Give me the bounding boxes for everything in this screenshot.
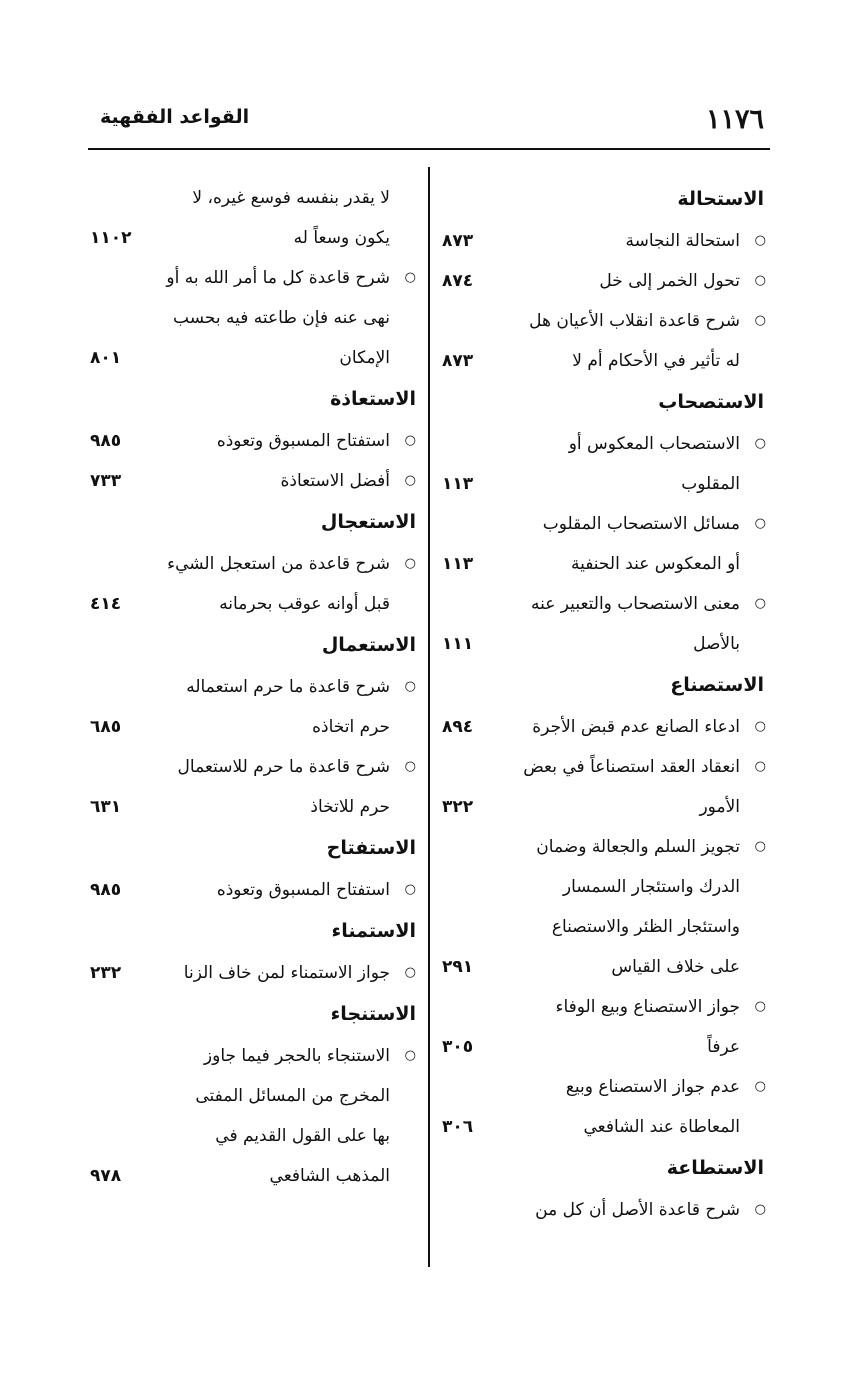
- index-entry-line: [82, 1116, 422, 1156]
- page-reference: ٣٠٥: [442, 1037, 474, 1057]
- index-entry-line: [82, 1156, 422, 1196]
- bullet-icon: ○: [404, 473, 416, 488]
- page-reference: ١١٣: [442, 554, 474, 574]
- column-divider: [428, 167, 430, 1267]
- index-entry-line: [432, 867, 770, 907]
- entry-text: استفتاح المسبوق وتعوذه: [216, 431, 390, 451]
- index-entry-line: [82, 218, 422, 258]
- index-entry-line: [432, 787, 770, 827]
- index-entry-line: [432, 341, 770, 381]
- entry-text: على خلاف القياس: [611, 957, 740, 977]
- entry-text: استحالة النجاسة: [625, 231, 740, 251]
- page-reference: ١١٣: [442, 474, 474, 494]
- entry-text: نهى عنه فإن طاعته فيه بحسب: [173, 308, 390, 328]
- index-column-left: [82, 178, 422, 1196]
- section-heading: الاستطاعة: [666, 1157, 764, 1179]
- bullet-icon: ○: [404, 556, 416, 571]
- bullet-icon: ○: [754, 516, 766, 531]
- bullet-icon: ○: [754, 999, 766, 1014]
- entry-text: أفضل الاستعاذة: [280, 471, 390, 491]
- section-heading: الاستعاذة: [330, 388, 416, 410]
- index-entry-line: [432, 947, 770, 987]
- entry-text: استفتاح المسبوق وتعوذه: [216, 880, 390, 900]
- bullet-icon: ○: [754, 1079, 766, 1094]
- page-reference: ٨٠١: [90, 348, 122, 368]
- index-entry-line: [432, 584, 770, 624]
- page-reference: ٣٠٦: [442, 1117, 474, 1137]
- entry-text: المخرج من المسائل المفتى: [195, 1086, 390, 1106]
- entry-text: شرح قاعدة كل ما أمر الله به أو: [166, 268, 390, 288]
- index-entry-line: [82, 1036, 422, 1076]
- entry-text: الإمكان: [339, 348, 390, 368]
- section-heading: الاستصناع: [670, 674, 764, 696]
- bullet-icon: ○: [754, 839, 766, 854]
- bullet-icon: ○: [754, 1202, 766, 1217]
- page-reference: ٨٩٤: [442, 717, 474, 737]
- entry-text: انعقاد العقد استصناعاً في بعض: [523, 757, 740, 777]
- entry-text: شرح قاعدة انقلاب الأعيان هل: [529, 311, 740, 331]
- index-entry-line: [82, 787, 422, 827]
- bullet-icon: ○: [404, 433, 416, 448]
- entry-text: بالأصل: [693, 634, 740, 654]
- index-entry-line: [432, 424, 770, 464]
- index-entry-line: [432, 1027, 770, 1067]
- bullet-icon: ○: [754, 233, 766, 248]
- page-reference: ٨٧٣: [442, 231, 474, 251]
- page-reference: ٢٩١: [442, 957, 474, 977]
- page-reference: ١١٠٢: [90, 228, 132, 248]
- page-reference: ٩٨٥: [90, 880, 122, 900]
- index-entry-line: [82, 953, 422, 993]
- index-entry-line: [432, 707, 770, 747]
- index-entry-line: [432, 1067, 770, 1107]
- index-entry-line: [432, 987, 770, 1027]
- index-entry-line: [82, 338, 422, 378]
- entry-text: شرح قاعدة ما حرم استعماله: [186, 677, 390, 697]
- page-reference: ١١١: [442, 634, 474, 654]
- entry-text: المذهب الشافعي: [269, 1166, 390, 1186]
- index-column-right: [432, 178, 770, 1230]
- bullet-icon: ○: [404, 1048, 416, 1063]
- section-heading: الاستعمال: [321, 634, 416, 656]
- page-reference: ٤١٤: [90, 594, 122, 614]
- page-reference: ٩٨٥: [90, 431, 122, 451]
- entry-text: بها على القول القديم في: [215, 1126, 390, 1146]
- index-entry-line: [432, 827, 770, 867]
- index-entry-line: [82, 544, 422, 584]
- entry-text: شرح قاعدة ما حرم للاستعمال: [177, 757, 390, 777]
- bullet-icon: ○: [754, 313, 766, 328]
- entry-text: حرم اتخاذه: [312, 717, 390, 737]
- index-entry-line: [82, 707, 422, 747]
- page-reference: ٨٧٤: [442, 271, 474, 291]
- section-heading: الاستحالة: [677, 188, 764, 210]
- section-heading: الاستمناء: [331, 920, 416, 942]
- index-entry-line: [82, 421, 422, 461]
- index-entry-line: [432, 301, 770, 341]
- index-entry-line: [82, 667, 422, 707]
- page-number: ١١٧٦: [705, 104, 764, 135]
- section-heading: الاستنجاء: [330, 1003, 416, 1025]
- page-reference: ٦٣١: [90, 797, 122, 817]
- bullet-icon: ○: [404, 270, 416, 285]
- index-entry-line: [82, 461, 422, 501]
- bullet-icon: ○: [404, 759, 416, 774]
- page-reference: ٣٢٢: [442, 797, 474, 817]
- entry-text: له تأثير في الأحكام أم لا: [572, 351, 740, 371]
- entry-text: قبل أوانه عوقب بحرمانه: [219, 594, 390, 614]
- entry-text: معنى الاستصحاب والتعبير عنه: [531, 594, 740, 614]
- entry-text: مسائل الاستصحاب المقلوب: [542, 514, 740, 534]
- entry-text: الاستنجاء بالحجر فيما جاوز: [203, 1046, 390, 1066]
- index-entry-line: [432, 1190, 770, 1230]
- index-entry-line: [82, 178, 422, 218]
- bullet-icon: ○: [754, 719, 766, 734]
- index-entry-line: [432, 221, 770, 261]
- bullet-icon: ○: [754, 596, 766, 611]
- bullet-icon: ○: [754, 436, 766, 451]
- index-entry-line: [82, 747, 422, 787]
- index-entry-line: [432, 907, 770, 947]
- page-reference: ٩٧٨: [90, 1166, 122, 1186]
- entry-text: شرح قاعدة الأصل أن كل من: [535, 1200, 740, 1220]
- bullet-icon: ○: [754, 273, 766, 288]
- entry-text: عدم جواز الاستصناع وبيع: [565, 1077, 740, 1097]
- entry-text: المقلوب: [681, 474, 740, 494]
- page-reference: ٧٣٣: [90, 471, 122, 491]
- entry-text: ادعاء الصانع عدم قبض الأجرة: [532, 717, 740, 737]
- index-entry-line: [82, 298, 422, 338]
- index-entry-line: [432, 464, 770, 504]
- index-entry-line: [82, 584, 422, 624]
- page-reference: ٨٧٣: [442, 351, 474, 371]
- index-entry-line: [432, 747, 770, 787]
- index-entry-line: [432, 1107, 770, 1147]
- index-entry-line: [432, 261, 770, 301]
- entry-text: حرم للاتخاذ: [310, 797, 390, 817]
- bullet-icon: ○: [404, 882, 416, 897]
- entry-text: جواز الاستمناء لمن خاف الزنا: [183, 963, 390, 983]
- entry-text: الدرك واستئجار السمسار: [562, 877, 740, 897]
- entry-text: يكون وسعاً له: [293, 228, 390, 248]
- section-heading: الاستصحاب: [658, 391, 764, 413]
- entry-text: شرح قاعدة من استعجل الشيء: [167, 554, 390, 574]
- header-rule: [88, 148, 770, 150]
- index-entry-line: [432, 624, 770, 664]
- page-header: [88, 104, 770, 140]
- index-entry-line: [82, 870, 422, 910]
- entry-text: الاستصحاب المعكوس أو: [568, 434, 740, 454]
- index-entry-line: [432, 504, 770, 544]
- section-heading: الاستفتاح: [326, 837, 416, 859]
- bullet-icon: ○: [404, 679, 416, 694]
- entry-text: لا يقدر بنفسه فوسع غيره، لا: [192, 188, 390, 208]
- entry-text: تحول الخمر إلى خل: [599, 271, 740, 291]
- entry-text: عرفاً: [707, 1037, 740, 1057]
- page-reference: ٦٨٥: [90, 717, 122, 737]
- bullet-icon: ○: [404, 965, 416, 980]
- book-title: القواعد الفقهية: [100, 106, 250, 128]
- bullet-icon: ○: [754, 759, 766, 774]
- entry-text: جواز الاستصناع وبيع الوفاء: [555, 997, 740, 1017]
- entry-text: تجويز السلم والجعالة وضمان: [536, 837, 740, 857]
- index-entry-line: [82, 1076, 422, 1116]
- entry-text: المعاطاة عند الشافعي: [583, 1117, 740, 1137]
- section-heading: الاستعجال: [320, 511, 416, 533]
- index-entry-line: [82, 258, 422, 298]
- page-reference: ٢٣٢: [90, 963, 122, 983]
- entry-text: واستئجار الظئر والاستصناع: [551, 917, 740, 937]
- index-entry-line: [432, 544, 770, 584]
- entry-text: أو المعكوس عند الحنفية: [570, 554, 740, 574]
- entry-text: الأمور: [699, 797, 740, 817]
